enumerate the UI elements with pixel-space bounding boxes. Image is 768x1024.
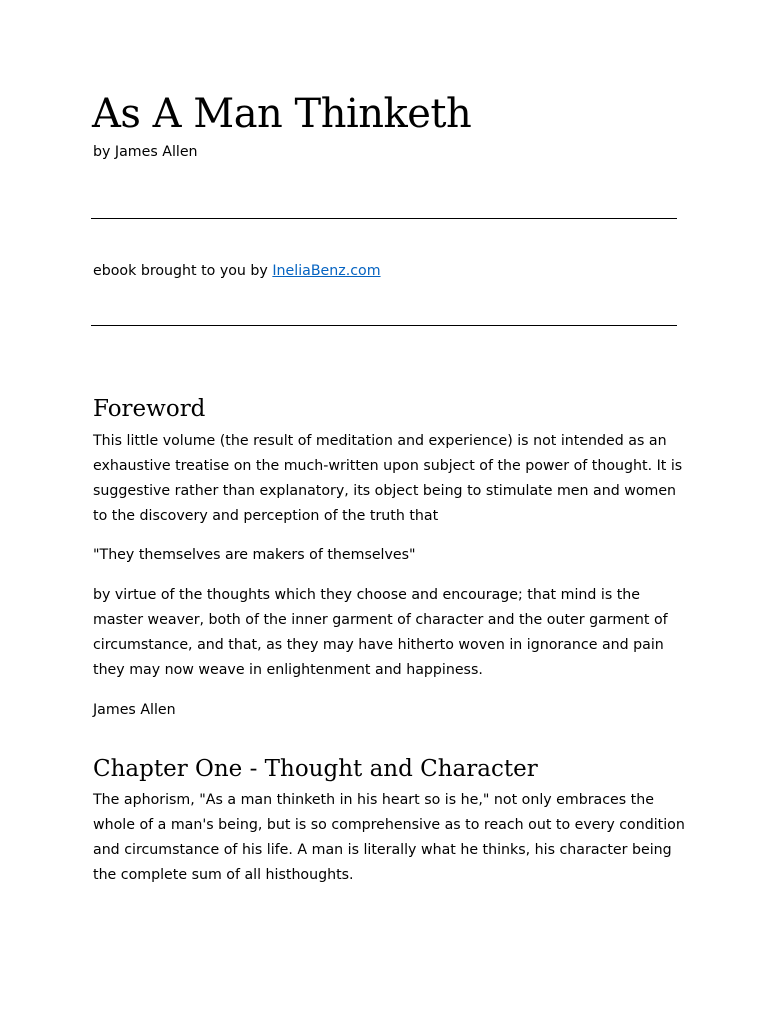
horizontal-divider-top (91, 218, 677, 219)
horizontal-divider-bottom (91, 325, 677, 326)
ebook-credit-line (93, 259, 381, 284)
chapter-one-heading: Chapter One - Thought and Character (93, 756, 538, 782)
author-byline: by James Allen (93, 144, 198, 160)
foreword-quote: "They themselves are makers of themselves" (93, 547, 416, 563)
foreword-heading: Foreword (93, 396, 206, 422)
foreword-paragraph: by virtue of the thoughts which they choose and encourage; that mind is the master weaver, both of the inner garment of character and the outer garment of circumstance, and that, as they may have hitherto woven in ignorance and pain they may now weave in enlightenment and happiness. (93, 587, 668, 678)
chapter-one-paragraph: The aphorism, "As a man thinketh in his heart so is he," not only embraces the whole of a man's being, but is so comprehensive as to reach out to every condition and circumstance of his life. A man is literally what he thinks, his character being the complete sum of all histhoughts. (93, 792, 685, 883)
ineliabenz-link[interactable]: IneliaBenz.com (272, 263, 381, 279)
credit-prefix-text: ebook brought to you by (93, 263, 273, 279)
foreword-signature: James Allen (93, 702, 176, 718)
document-title: As A Man Thinketh (92, 91, 472, 137)
foreword-paragraph: This little volume (the result of meditation and experience) is not intended as an exhaustive treatise on the much-written upon subject of the power of thought. It is suggestive rather than explanatory, its object being to stimulate men and women to the discovery and perception of the truth that (93, 433, 683, 524)
